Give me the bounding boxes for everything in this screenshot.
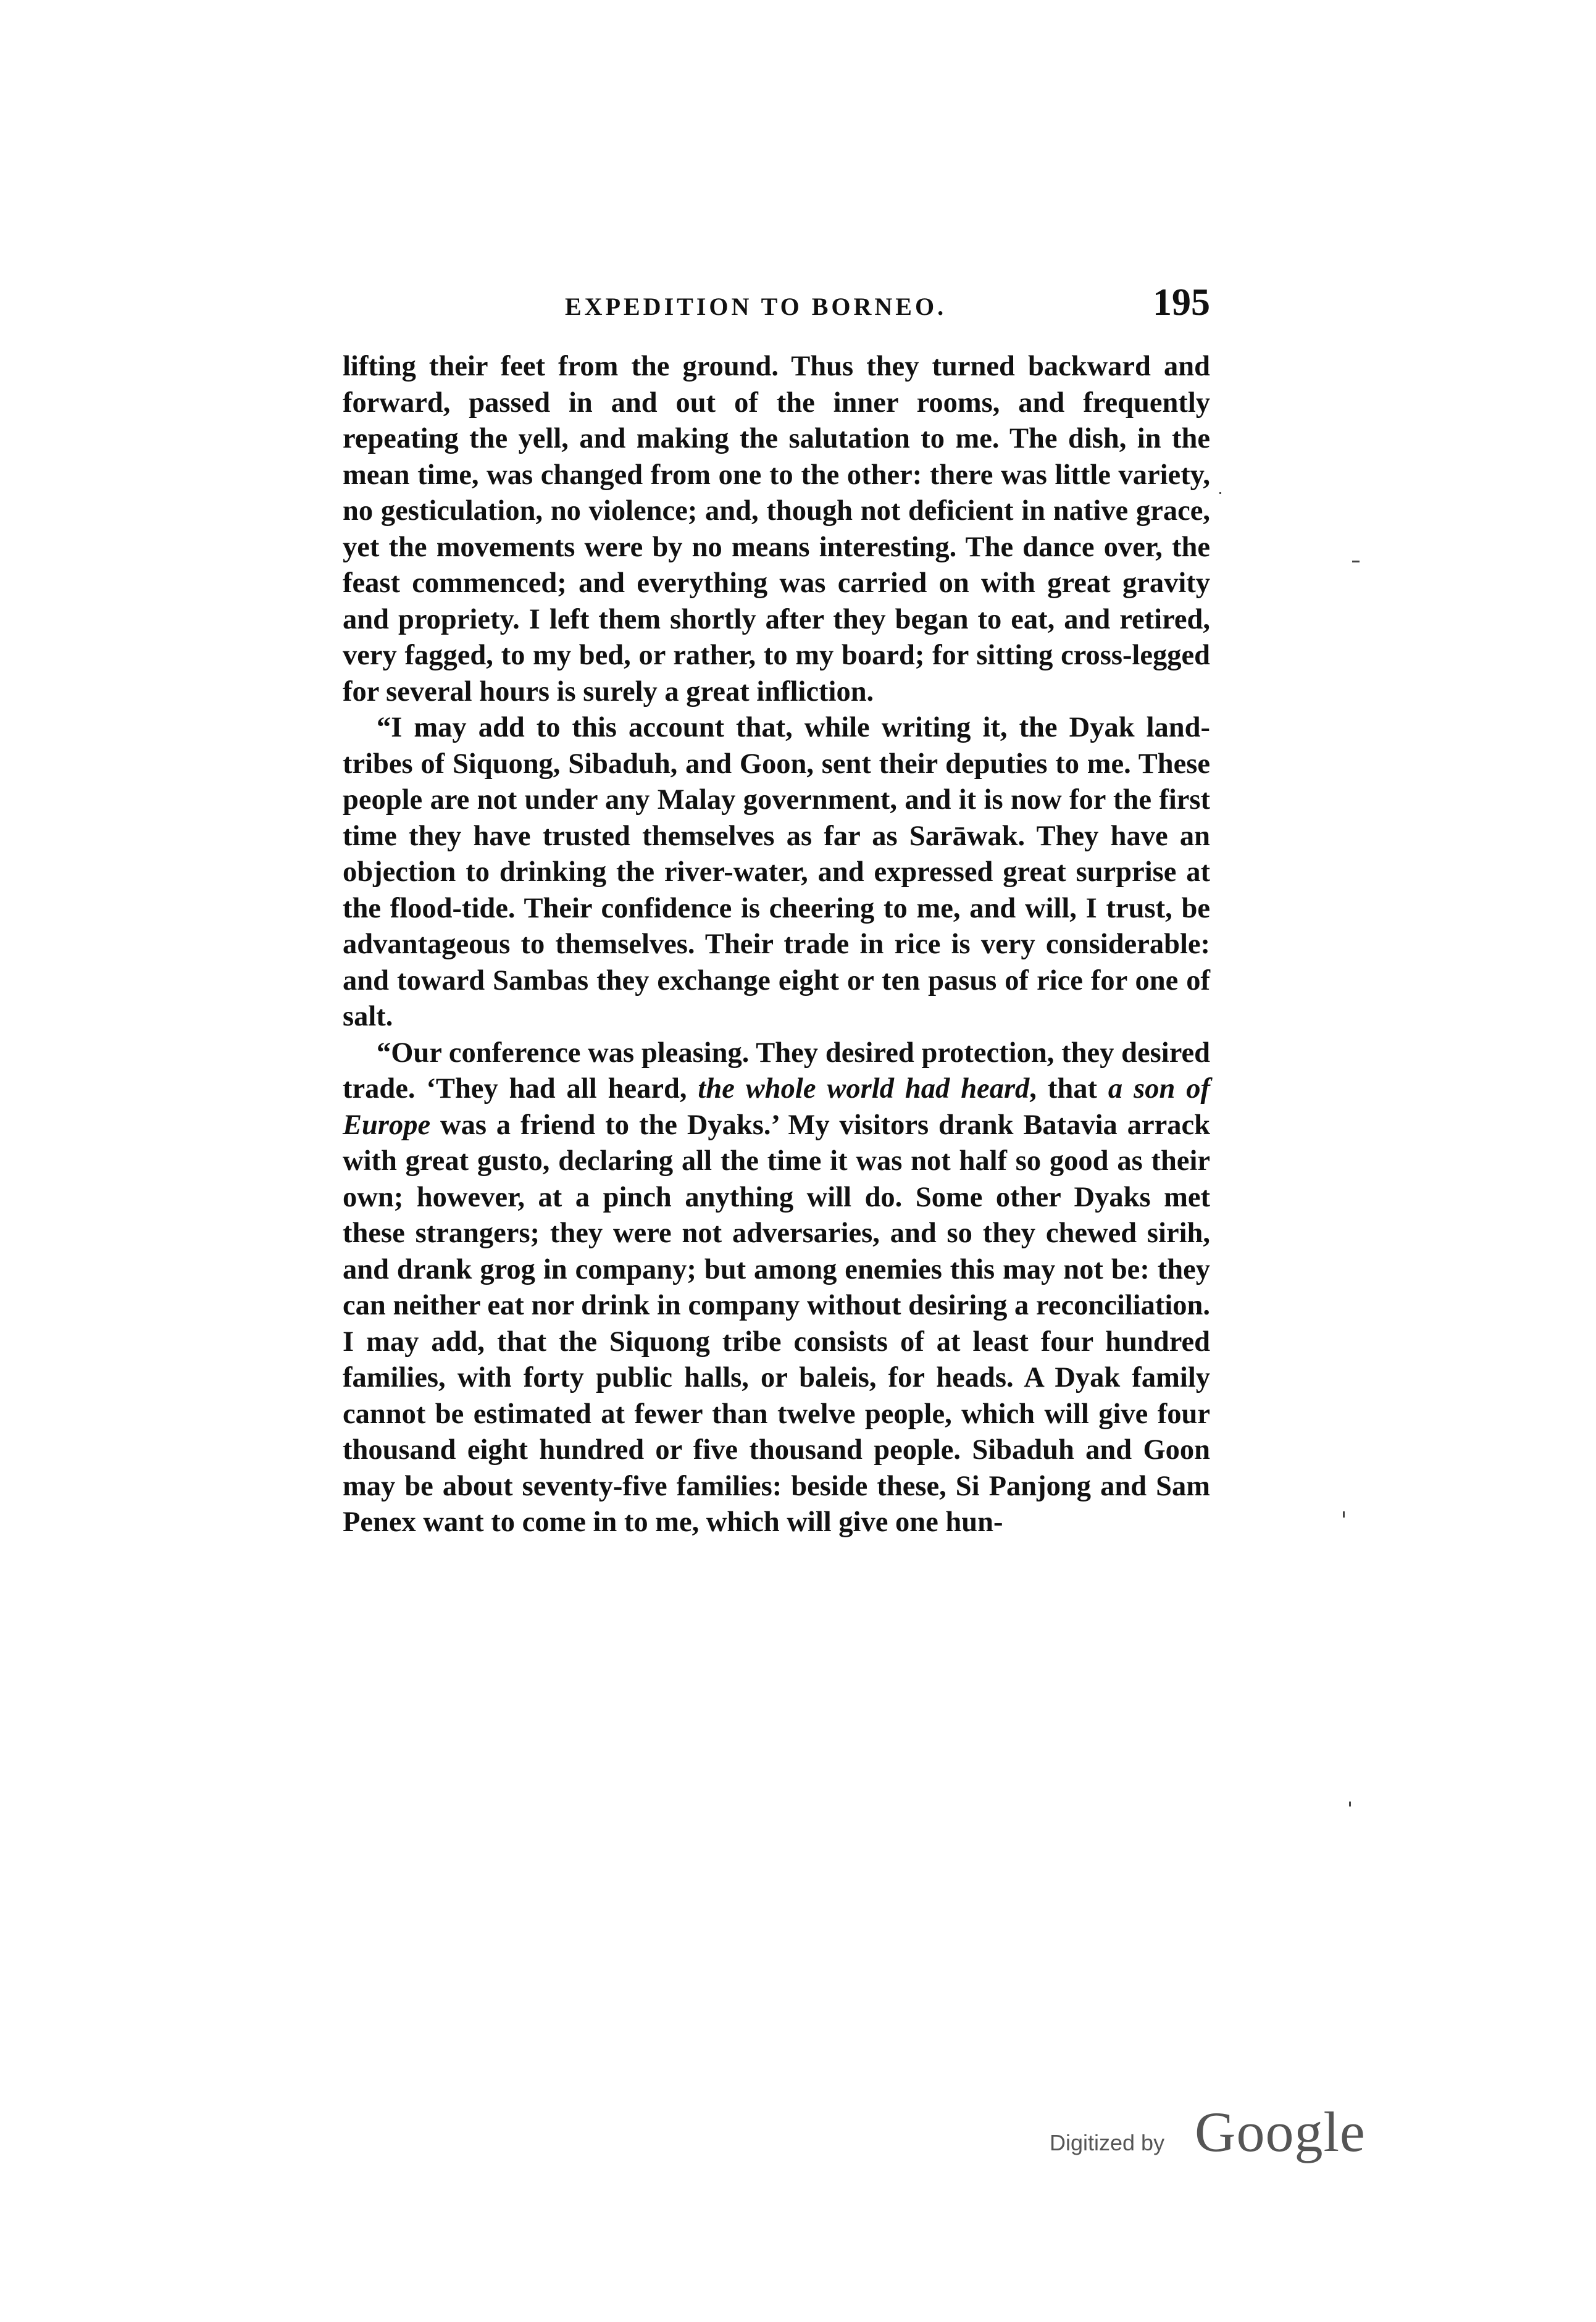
paragraph-1-text: lifting their feet from the ground. Thus they turned backward and forward, passed in and out of the inner rooms, and frequently repeating the yell, and making the salutation to me. The dish, in the mean time, was changed from one to the other: there was little variety, no gesticulation, no violence; and, though not deficient in native grace, yet the movements were by no means interesting. The dance over, the feast commenced; and everything was carried on with great gravity and propriety. I left them shortly after they began to eat, and retired, very fagged, to my bed, or rather, to my board; for sitting cross-legged for several hours is surely a great infliction. [343, 351, 1210, 708]
paragraph-3-italic-a: the whole world had heard [698, 1073, 1030, 1105]
watermark-prefix: Digitized by [1050, 2130, 1165, 2155]
margin-speck [1343, 1511, 1345, 1518]
paragraph-3-text-b: , that [1029, 1073, 1108, 1105]
margin-speck [1219, 492, 1221, 494]
paragraph-3-text-a: “Our conference was pleasing. They desired protection, they desired trade. ‘They had all heard, [343, 1037, 1210, 1105]
page-number: 195 [1153, 282, 1210, 324]
paragraph-3-text-c: was a friend to the Dyaks.’ My visitors drank Batavia arrack with great gusto, declaring all the time it was not half so good as their own; however, at a pinch anything will do. Some other Dyaks met these strangers; they were not adversaries, and so they chewed sirih, and drank grog in company; but among enemies this may not be: they can neither eat nor drink in company without desiring a reconciliation. I may add, that the Siquong tribe consists of at least four hundred families, with forty public halls, or baleis, for heads. A Dyak family cannot be estimated at fewer than twelve people, which will give four thousand eight hundred or five thousand people. Sibaduh and Goon may be about seventy-five families: beside these, Si Panjong and Sam Penex want to come in to me, which will give one hun- [343, 1109, 1210, 1538]
digitized-watermark [1050, 2099, 1395, 2167]
paragraph-3 [343, 1035, 1210, 1541]
body-text [343, 349, 1210, 1541]
google-logo: Google [1195, 2100, 1366, 2163]
paragraph-3-italic-b: a son of Europe [343, 1073, 1210, 1141]
paragraph-1 [343, 349, 1210, 710]
running-title: EXPEDITION TO BORNEO. [565, 293, 947, 320]
page-header [343, 281, 1210, 336]
paragraph-2-text: “I may add to this account that, while writing it, the Dyak land-tribes of Siquong, Sibaduh, and Goon, sent their deputies to me. These people are not under any Malay government, and it is now for the first time they have trusted themselves as far as Sarāwak. They have an objection to drinking the river-water, and expressed great surprise at the flood-tide. Their confidence is cheering to me, and will, I trust, be advantageous to themselves. Their trade in rice is very considerable: and toward Sambas they exchange eight or ten pasus of rice for one of salt. [343, 712, 1210, 1032]
margin-speck [1349, 1802, 1351, 1806]
paragraph-2 [343, 710, 1210, 1035]
margin-speck [1352, 561, 1360, 562]
